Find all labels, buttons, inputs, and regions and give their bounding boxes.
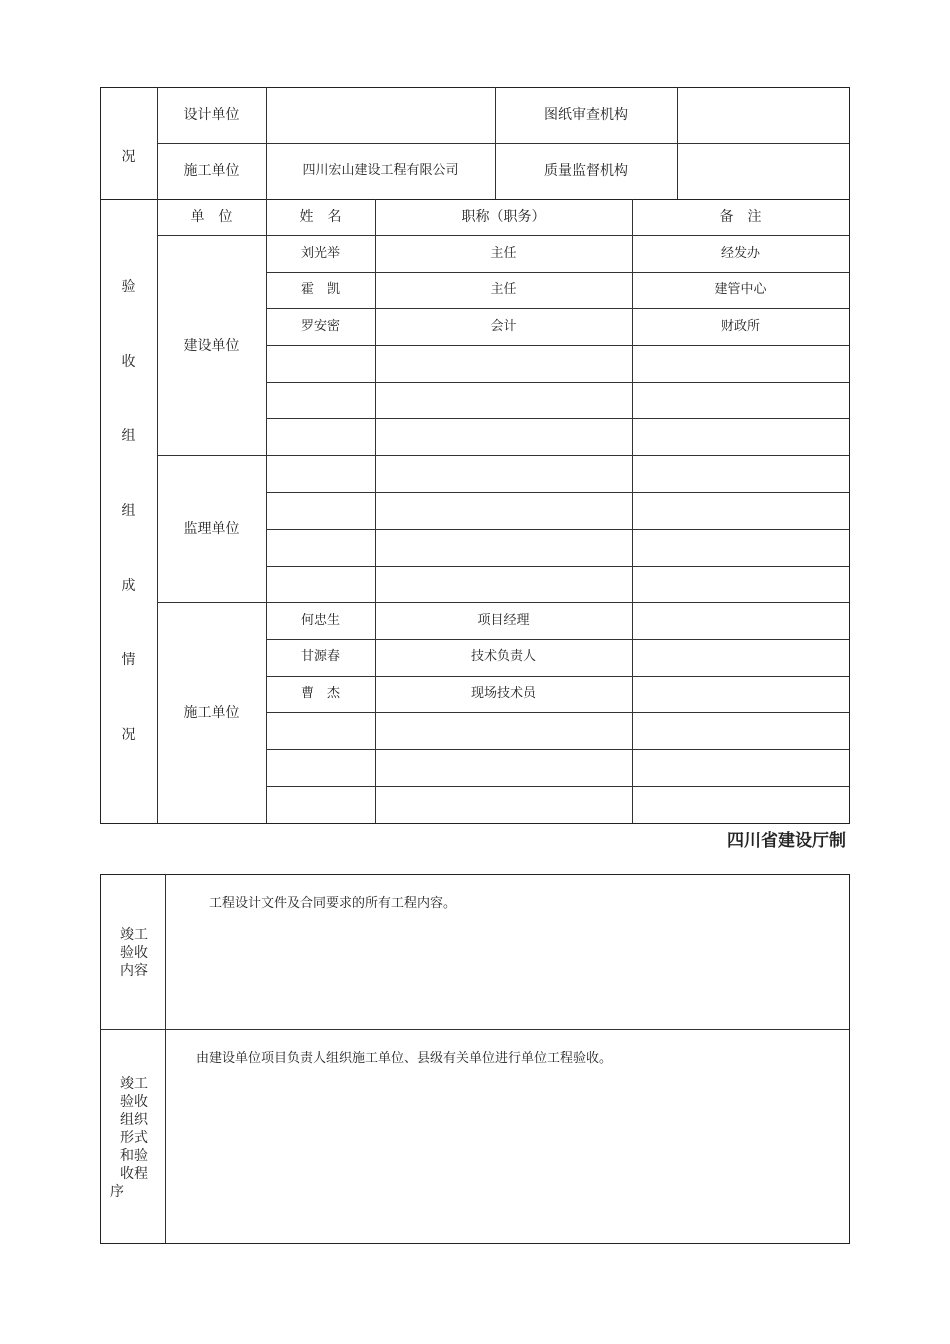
unit-label-owner: 建设单位 xyxy=(183,338,240,354)
overview-side-label: 况 xyxy=(121,149,136,165)
header-name: 姓 名 xyxy=(299,209,342,225)
member-title[interactable]: 主任 xyxy=(490,282,517,297)
header-unit: 单 位 xyxy=(190,209,233,225)
member-note[interactable]: 经发办 xyxy=(720,246,760,261)
committee-side-char: 收 xyxy=(121,354,136,370)
member-name[interactable]: 曹 杰 xyxy=(300,686,340,701)
acceptance-content-text[interactable]: 工程设计文件及合同要求的所有工程内容。 xyxy=(209,896,457,911)
member-name[interactable]: 刘光举 xyxy=(300,246,340,261)
committee-side-char: 成 xyxy=(121,578,136,594)
committee-side-char: 情 xyxy=(121,652,136,668)
quality-supervision-label: 质量监督机构 xyxy=(544,163,628,179)
member-title[interactable]: 现场技术员 xyxy=(470,686,536,701)
unit-label-supervisor: 监理单位 xyxy=(183,521,240,537)
acceptance-procedure-label: 竣工 验收 组织 形式 和验 收程 序 xyxy=(110,1076,148,1200)
acceptance-content-label: 竣工 验收 内容 xyxy=(120,927,148,979)
member-note[interactable]: 财政所 xyxy=(720,319,760,334)
member-name[interactable]: 何忠生 xyxy=(300,613,340,628)
construction-unit-label: 施工单位 xyxy=(183,163,240,179)
issuing-authority: 四川省建设厅制 xyxy=(727,831,846,851)
construction-unit-value[interactable]: 四川宏山建设工程有限公司 xyxy=(302,163,459,178)
committee-side-char: 组 xyxy=(121,503,136,519)
member-note[interactable]: 建管中心 xyxy=(714,282,767,297)
committee-side-char: 况 xyxy=(121,727,136,743)
committee-side-char: 验 xyxy=(121,279,136,295)
member-title[interactable]: 项目经理 xyxy=(477,613,530,628)
member-title[interactable]: 技术负责人 xyxy=(470,649,536,664)
member-name[interactable]: 霍 凯 xyxy=(300,282,340,297)
header-title: 职称（职务） xyxy=(461,209,546,225)
unit-label-contractor: 施工单位 xyxy=(183,705,240,721)
member-name[interactable]: 罗安密 xyxy=(300,319,340,334)
member-name[interactable]: 甘源春 xyxy=(300,649,340,664)
header-note: 备 注 xyxy=(719,209,762,225)
member-title[interactable]: 主任 xyxy=(490,246,517,261)
committee-side-char: 组 xyxy=(121,428,136,444)
acceptance-procedure-text[interactable]: 由建设单位项目负责人组织施工单位、县级有关单位进行单位工程验收。 xyxy=(196,1051,613,1066)
drawing-review-label: 图纸审查机构 xyxy=(544,107,628,123)
design-unit-label: 设计单位 xyxy=(183,107,240,123)
member-title[interactable]: 会计 xyxy=(490,319,517,334)
